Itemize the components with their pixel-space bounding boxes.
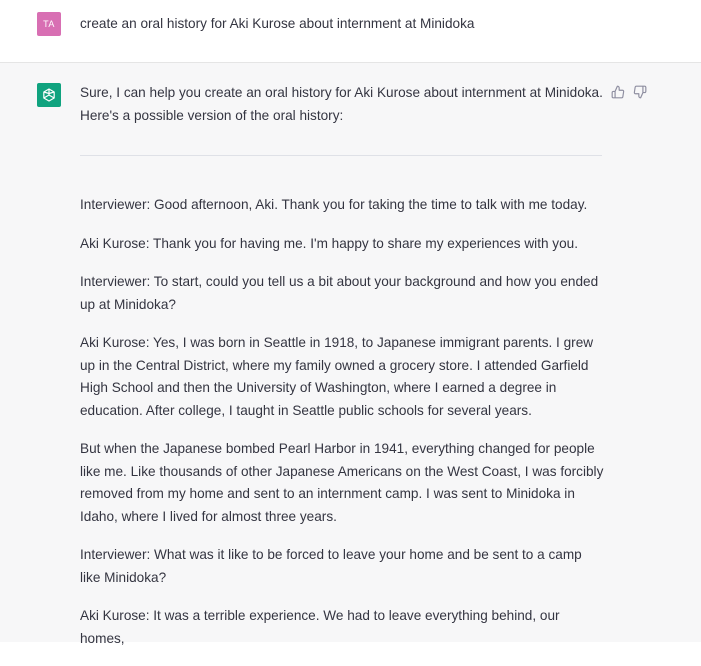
oral-history-paragraph: Interviewer: What was it like to be forced to leave your home and be sent to a camp like Minidoka?: [80, 547, 582, 585]
openai-logo-icon: [40, 86, 58, 104]
assistant-intro: Sure, I can help you create an oral history for Aki Kurose about internment at Minidoka. Here's a possible version of the oral history:: [80, 85, 603, 123]
user-message-text: create an oral history for Aki Kurose about internment at Minidoka: [80, 16, 475, 31]
user-avatar: TA: [37, 12, 61, 36]
oral-history-paragraph: But when the Japanese bombed Pearl Harbor in 1941, everything changed for people like me. Like thousands of other Japanese Americans on the West Coast, I was forcibly removed from my home and sent to an internment camp. I was sent to Minidoka in Idaho, where I lived for almost three years.: [80, 441, 604, 524]
oral-history-paragraph: Aki Kurose: Yes, I was born in Seattle in 1918, to Japanese immigrant parents. I grew up in the Central District, where my family owned a grocery store. I attended Garfield High School and then the University of Washington, where I earned a degree in education. After college, I taught in Seattle public schools for several years.: [80, 335, 594, 418]
user-message-row: [0, 0, 701, 63]
oral-history-paragraph: Interviewer: Good afternoon, Aki. Thank you for taking the time to talk with me today.: [80, 197, 588, 212]
assistant-message-row: [0, 63, 701, 646]
oral-history-paragraph: Aki Kurose: It was a terrible experience. We had to leave everything behind, our homes,: [80, 608, 560, 646]
thumbs-down-icon[interactable]: [633, 85, 647, 99]
divider: [80, 155, 602, 156]
oral-history-paragraph: Interviewer: To start, could you tell us a bit about your background and how you ended up at Minidoka?: [80, 274, 599, 312]
assistant-avatar: [37, 83, 61, 107]
oral-history-paragraph: Aki Kurose: Thank you for having me. I'm happy to share my experiences with you.: [80, 235, 579, 251]
assistant-message-content: [80, 82, 605, 666]
thumbs-up-icon[interactable]: [611, 85, 625, 99]
